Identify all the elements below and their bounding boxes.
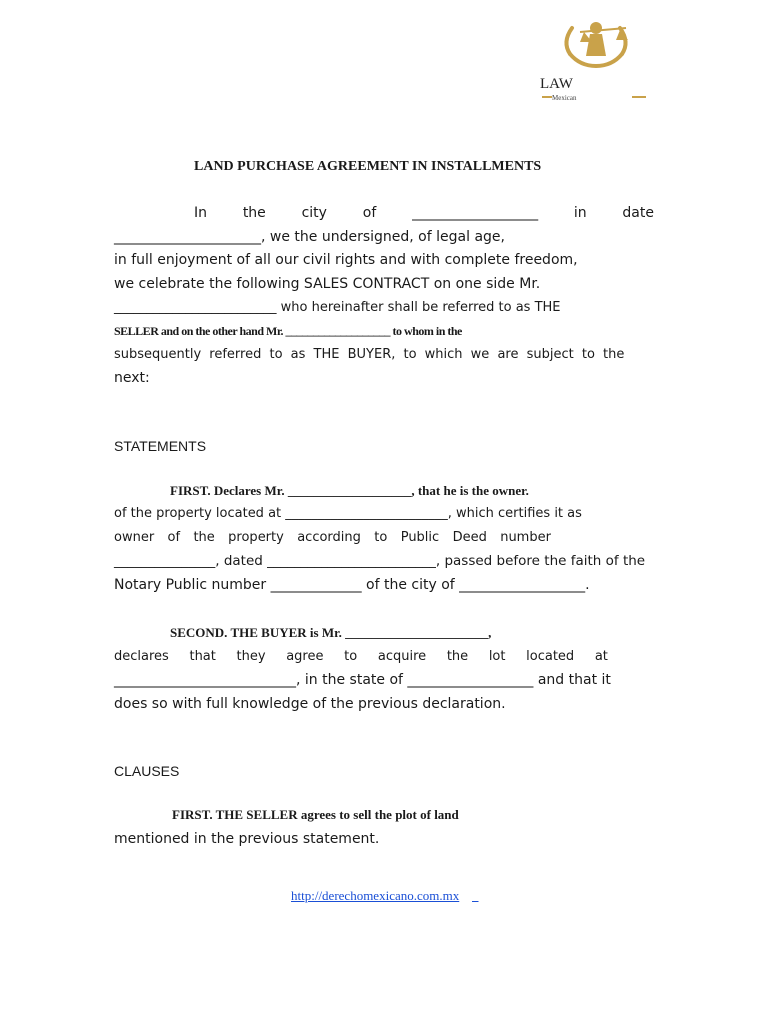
intro-line-7: subsequently referred to as THE BUYER, to which we are subject to the <box>114 347 625 362</box>
statement-second-line-2: __________________________, in the state of __________________ and that it <box>114 672 611 688</box>
logo-text: LAW <box>540 76 573 92</box>
footer-link-trailing-underline <box>472 888 479 904</box>
intro-line-4: we celebrate the following SALES CONTRACT on one side Mr. <box>114 276 541 292</box>
statement-first-lead: FIRST. Declares Mr. ___________________, that he is the owner. <box>170 483 529 498</box>
justice-scales-icon <box>540 14 650 76</box>
footer-link[interactable]: http://derechomexicano.com.mx <box>291 888 460 903</box>
clauses-heading: CLAUSES <box>114 763 180 779</box>
law-logo <box>540 14 650 104</box>
logo-divider-right <box>632 96 646 98</box>
intro-line-3: in full enjoyment of all our civil rights and with complete freedom, <box>114 252 578 268</box>
intro-line-2: _____________________, we the undersigned, of legal age, <box>114 229 505 245</box>
statement-second-lead: SECOND. THE BUYER is Mr. ______________________, <box>170 625 492 640</box>
statement-second-line-1: declares that they agree to acquire the lot located at <box>114 649 608 664</box>
logo-subtext: Mexican <box>552 94 577 102</box>
document-title: LAND PURCHASE AGREEMENT IN INSTALLMENTS <box>194 159 542 174</box>
statements-heading: STATEMENTS <box>114 438 207 454</box>
intro-line-6: SELLER and on the other hand Mr. ___________________ to whom in the <box>114 324 462 338</box>
statement-first-line-3: _______________, dated _________________________, passed before the faith of the <box>114 553 646 569</box>
intro-line-8: next: <box>114 370 150 386</box>
statement-first-line-2: owner of the property according to Public Deed number <box>114 530 551 545</box>
statement-first-line-4: Notary Public number _____________ of the city of __________________. <box>114 577 590 593</box>
clause-first-line-1: mentioned in the previous statement. <box>114 831 380 847</box>
statement-second-line-3: does so with full knowledge of the previous declaration. <box>114 696 506 712</box>
logo-divider-left <box>542 96 552 98</box>
clause-first-lead: FIRST. THE SELLER agrees to sell the plot of land <box>172 807 459 822</box>
intro-line-1: In the city of __________________ in date <box>194 205 654 221</box>
statement-first-line-1: of the property located at _________________________, which certifies it as <box>114 506 582 521</box>
intro-line-5: _________________________ who hereinafter shall be referred to as THE <box>114 300 561 315</box>
